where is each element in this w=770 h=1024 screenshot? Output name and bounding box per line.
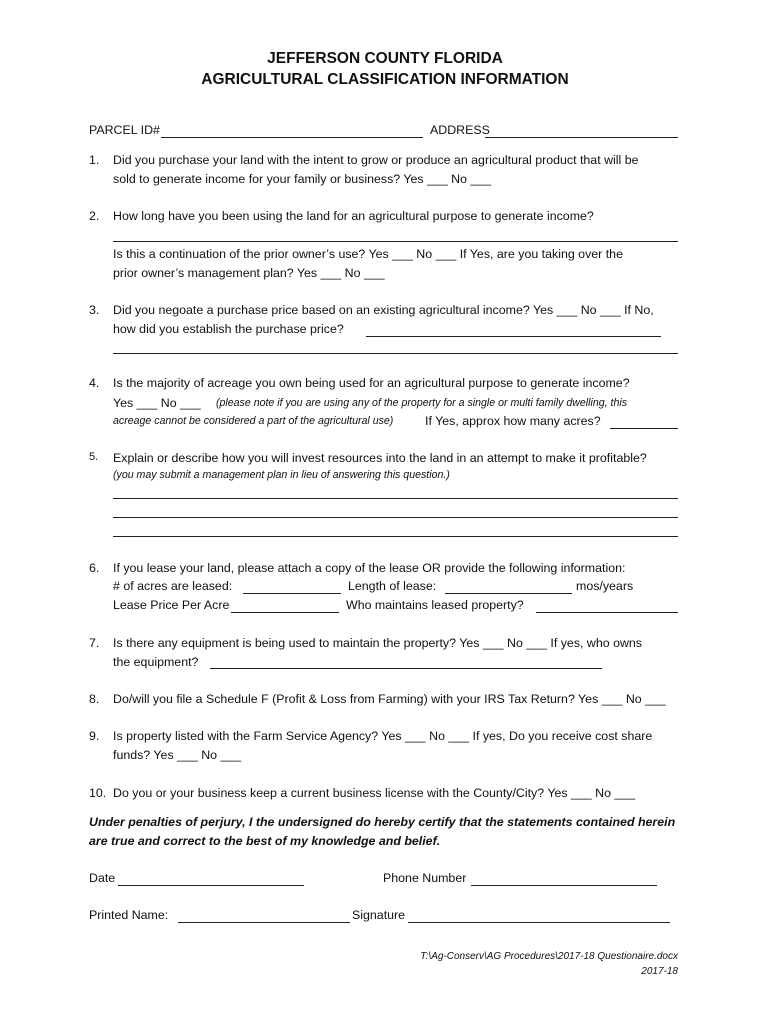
address-field[interactable]	[485, 137, 678, 138]
acres-leased-label: # of acres are leased:	[113, 579, 233, 593]
printed-name-field[interactable]	[178, 922, 350, 923]
question-7-number: 7.	[89, 636, 100, 650]
question-3-number: 3.	[89, 303, 100, 317]
question-2-text: How long have you been using the land for an agricultural purpose to generate income?	[113, 209, 594, 223]
question-5-answer-line-3[interactable]	[113, 536, 678, 537]
question-7-text-cont: the equipment?	[113, 655, 199, 669]
question-10-text: Do you or your business keep a current business license with the County/City? Yes ___ No ___	[113, 786, 636, 800]
lease-length-field[interactable]	[445, 593, 572, 594]
question-8-number: 8.	[89, 692, 100, 706]
question-4-yes-no: Yes ___ No ___	[113, 396, 201, 410]
footer-year: 2017-18	[641, 966, 678, 977]
phone-field[interactable]	[471, 885, 657, 886]
question-5-answer-line-2[interactable]	[113, 517, 678, 518]
footer-file-path: T:\Ag-Conserv\AG Procedures\2017-18 Questionaire.docx	[420, 951, 678, 962]
lease-maintainer-field[interactable]	[536, 612, 678, 613]
certification-statement-cont: are true and correct to the best of my knowledge and belief.	[89, 834, 441, 848]
question-2-answer-line[interactable]	[113, 241, 678, 242]
question-1-number: 1.	[89, 153, 100, 167]
question-6-number: 6.	[89, 561, 100, 575]
mos-years-label: mos/years	[576, 579, 634, 593]
printed-name-label: Printed Name:	[89, 908, 169, 922]
signature-field[interactable]	[408, 922, 670, 923]
question-7-text: Is there any equipment is being used to maintain the property? Yes ___ No ___ If yes, who owns	[113, 636, 642, 650]
lease-maintainer-label: Who maintains leased property?	[346, 598, 524, 612]
question-3-answer-line-2[interactable]	[113, 353, 678, 354]
lease-length-label: Length of lease:	[348, 579, 437, 593]
question-5-text: Explain or describe how you will invest resources into the land in an attempt to make it profitable?	[113, 451, 647, 465]
acres-leased-field[interactable]	[243, 593, 341, 594]
signature-label: Signature	[352, 908, 406, 922]
question-9-number: 9.	[89, 729, 100, 743]
question-8-text: Do/will you file a Schedule F (Profit & Loss from Farming) with your IRS Tax Return? Yes ___ No ___	[113, 692, 666, 706]
question-4-note-cont: acreage cannot be considered a part of the agricultural use)	[113, 415, 394, 427]
question-4-note: (please note if you are using any of the property for a single or multi family dwelling, this	[216, 397, 628, 409]
question-10-number: 10.	[89, 786, 107, 800]
question-1-text-cont: sold to generate income for your family or business? Yes ___ No ___	[113, 172, 492, 186]
equipment-owner-field[interactable]	[210, 668, 602, 669]
question-5-answer-line-1[interactable]	[113, 498, 678, 499]
lease-price-field[interactable]	[231, 612, 339, 613]
certification-statement: Under penalties of perjury, I the undersigned do hereby certify that the statements contained herein	[89, 815, 676, 829]
question-2-followup: Is this a continuation of the prior owner’s use? Yes ___ No ___ If Yes, are you taking over the	[113, 247, 623, 261]
address-label: ADDRESS	[430, 123, 490, 137]
question-3-text-cont: how did you establish the purchase price?	[113, 322, 344, 336]
question-6-text: If you lease your land, please attach a copy of the lease OR provide the following information:	[113, 561, 626, 575]
parcel-id-field[interactable]	[161, 137, 423, 138]
question-2-number: 2.	[89, 209, 100, 223]
question-1-text: Did you purchase your land with the intent to grow or produce an agricultural product that will be	[113, 153, 639, 167]
question-3-answer-line[interactable]	[366, 336, 661, 337]
phone-label: Phone Number	[383, 871, 467, 885]
question-5-number: 5.	[89, 451, 99, 463]
parcel-id-label: PARCEL ID#	[89, 123, 160, 137]
question-4-text: Is the majority of acreage you own being used for an agricultural purpose to generate income?	[113, 376, 630, 390]
page-title-form: AGRICULTURAL CLASSIFICATION INFORMATION	[201, 71, 569, 88]
question-9-text-cont: funds? Yes ___ No ___	[113, 748, 242, 762]
date-field[interactable]	[118, 885, 304, 886]
date-label: Date	[89, 871, 116, 885]
page-title-county: JEFFERSON COUNTY FLORIDA	[267, 50, 503, 67]
question-9-text: Is property listed with the Farm Service Agency? Yes ___ No ___ If yes, Do you receive cost share	[113, 729, 653, 743]
question-4-number: 4.	[89, 376, 100, 390]
question-2-followup-cont: prior owner’s management plan? Yes ___ No ___	[113, 266, 385, 280]
lease-price-label: Lease Price Per Acre	[113, 598, 230, 612]
question-4-acres-field[interactable]	[610, 428, 678, 429]
question-4-acres-label: If Yes, approx how many acres?	[425, 414, 601, 428]
question-3-text: Did you negoate a purchase price based on an existing agricultural income? Yes ___ No ___ If No,	[113, 303, 654, 317]
question-5-note: (you may submit a management plan in lieu of answering this question.)	[113, 469, 450, 481]
